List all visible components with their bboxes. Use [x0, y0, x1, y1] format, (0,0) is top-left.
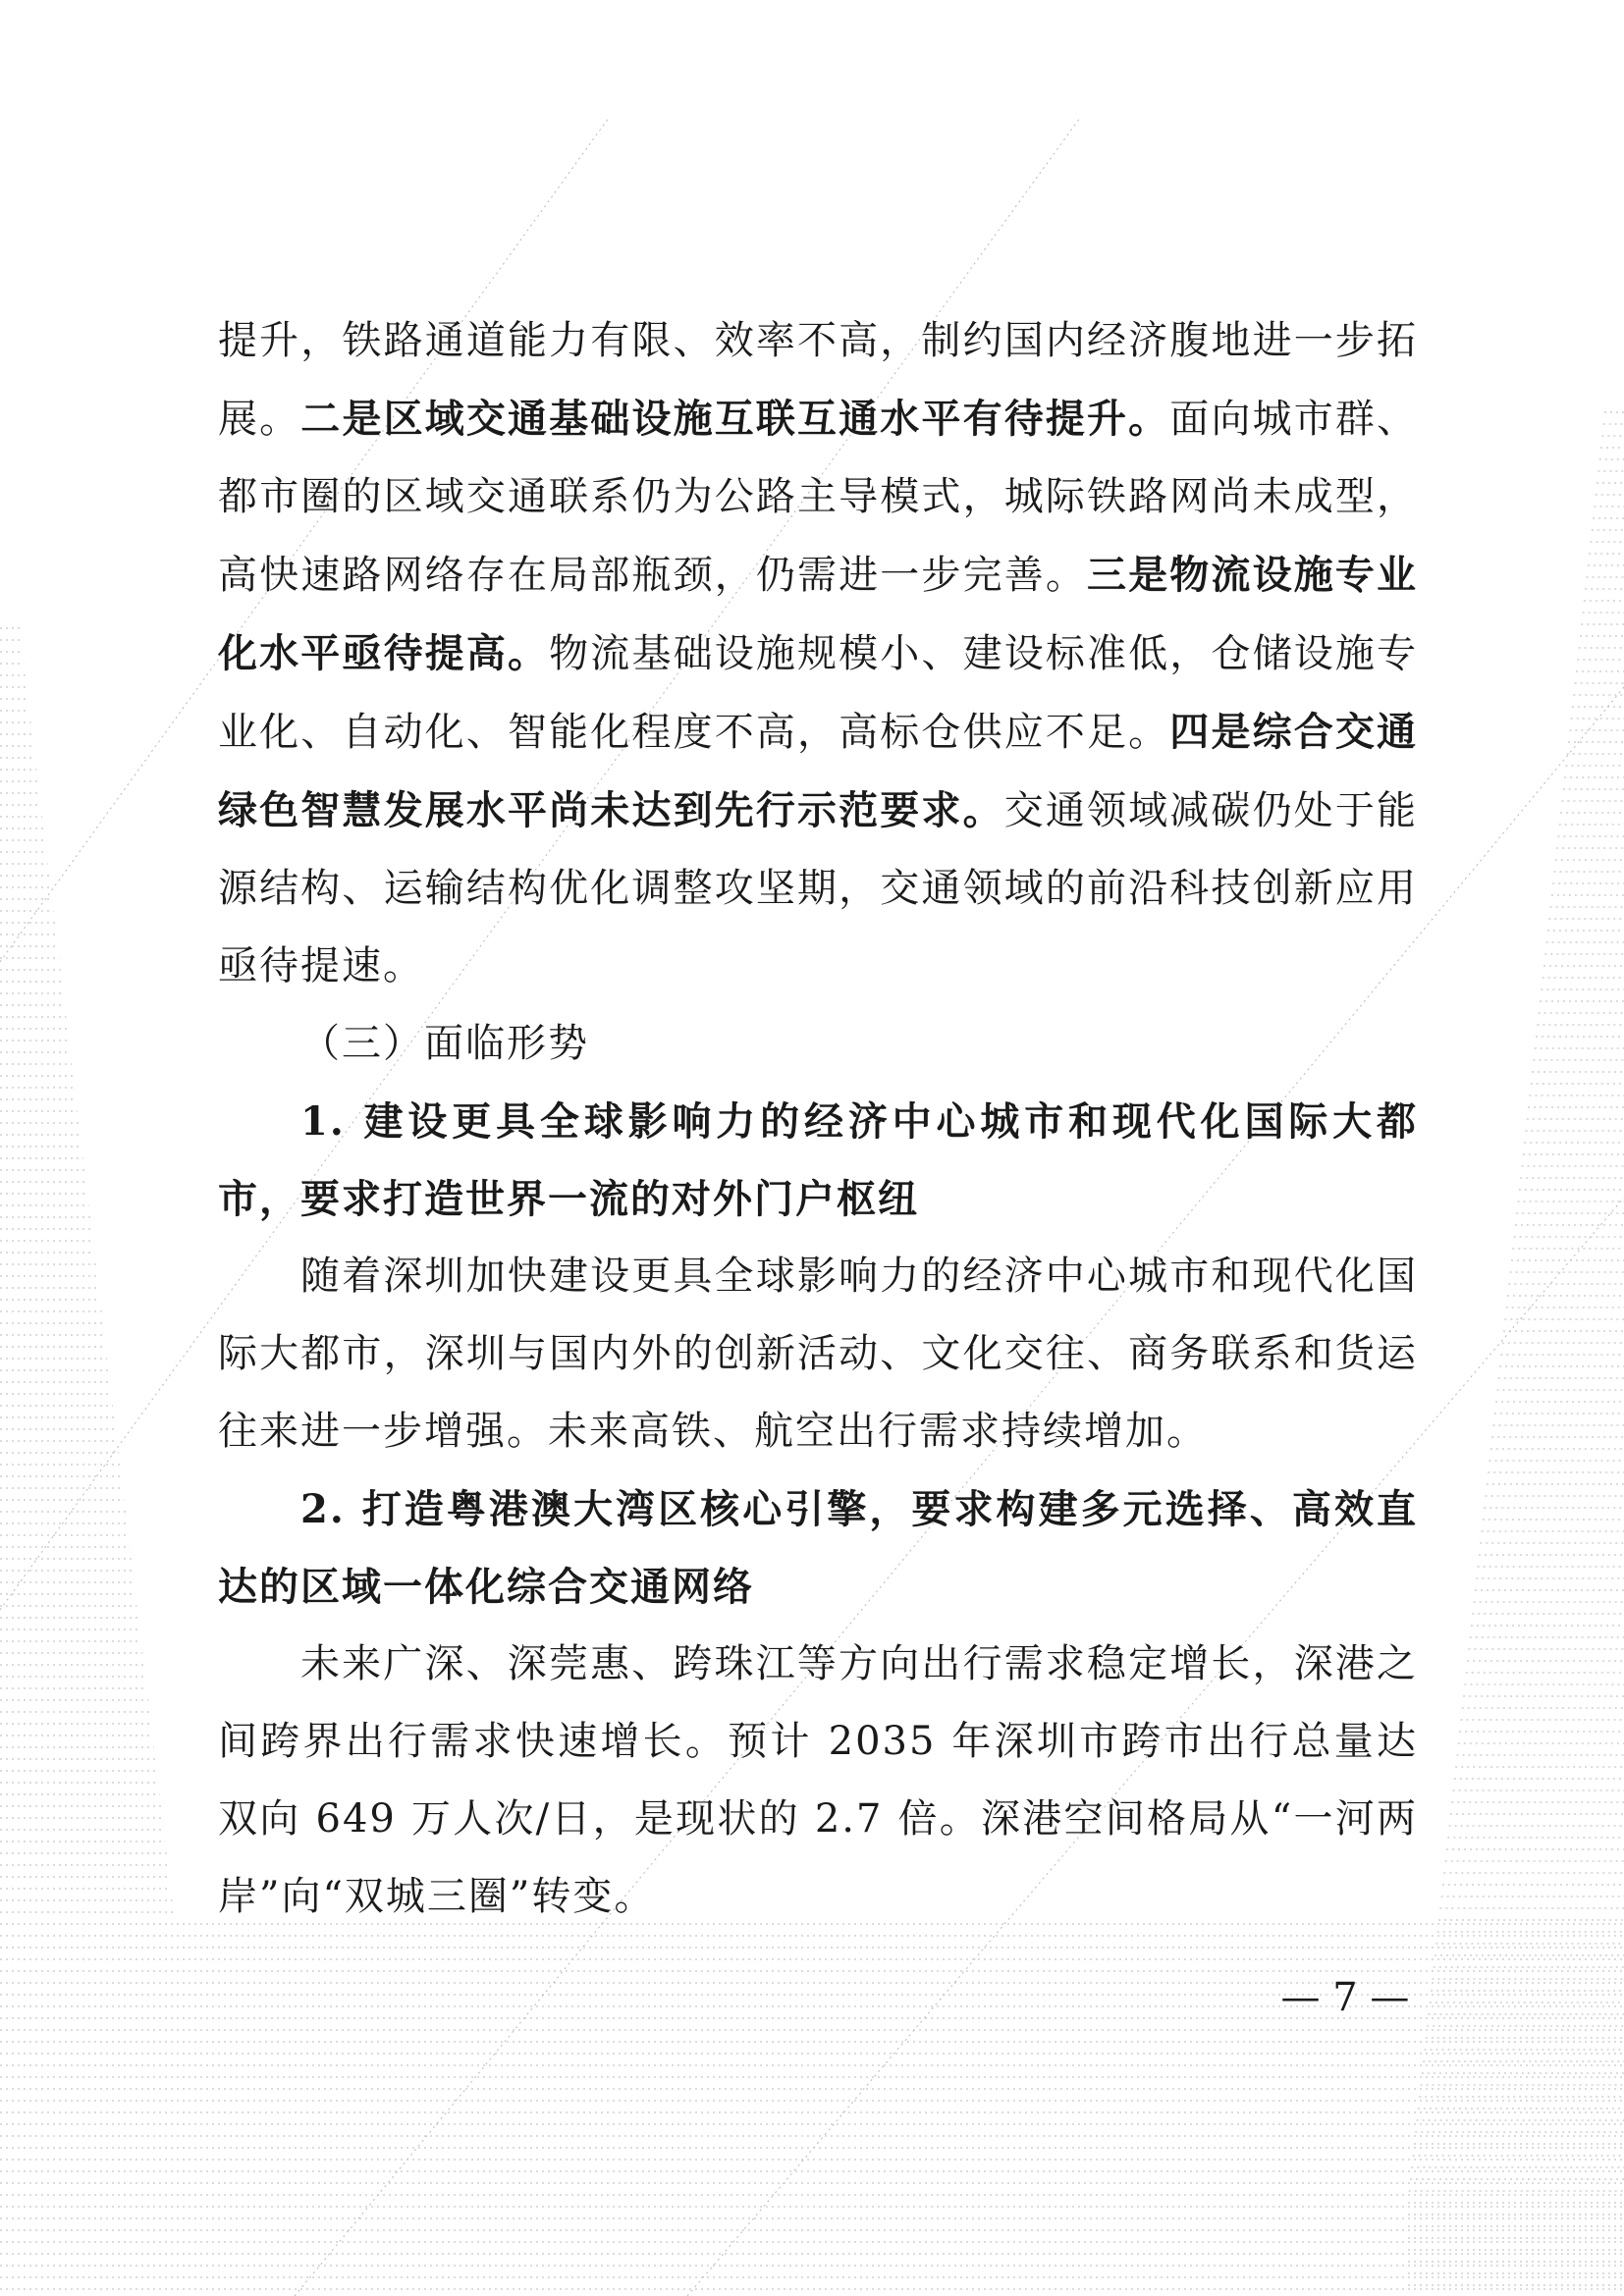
- issues-bold-4: 四是综合交通绿色智慧发展水平尚未达到先行示范要求。: [218, 709, 1419, 833]
- item-1-body: 随着深圳加快建设更具全球影响力的经济中心城市和现代化国际大都市，深圳与国内外的创新活动、文化交往、商务联系和货运往来进一步增强。未来高铁、航空出行需求持续增加。: [218, 1254, 1418, 1454]
- section-title: （三）面临形势: [300, 1021, 589, 1066]
- issues-text-3: 物流基础设施规模小、建设标准低，仓储设施专业化、自动化、智能化程度不高，高标仓供应不足。: [218, 631, 1419, 755]
- issues-text-2: 面向城市群、都市圈的区域交通联系仍为公路主导模式，城际铁路网尚未成型，高快速路网络存在局部瓶颈，仍需进一步完善。: [218, 397, 1419, 598]
- document-body: [218, 302, 1418, 1936]
- issues-text-4: 交通领域减碳仍处于能源结构、运输结构优化调整攻坚期，交通领域的前沿科技创新应用亟待提速。: [218, 788, 1419, 988]
- issues-bold-3: 三是物流设施专业化水平亟待提高。: [218, 552, 1418, 676]
- paragraph-issues: [218, 302, 1418, 1005]
- issues-text-1: 提升，铁路通道能力有限、效率不高，制约国内经济腹地进一步拓展。: [218, 318, 1418, 442]
- item-2-body: 未来广深、深莞惠、跨珠江等方向出行需求稳定增长，深港之间跨界出行需求快速增长。预计 2035 年深圳市跨市出行总量达双向 649 万人次/日，是现状的 2.7 倍。深港空间格局从“一河两岸”向“双城三圈”转变。: [218, 1641, 1418, 1919]
- item-1-heading: 1. 建设更具全球影响力的经济中心城市和现代化国际大都市，要求打造世界一流的对外门户枢纽: [218, 1098, 1418, 1222]
- item-2-heading: 2. 打造粤港澳大湾区核心引擎，要求构建多元选择、高效直达的区域一体化综合交通网络: [218, 1486, 1418, 1610]
- page-number: — 7 —: [1280, 1975, 1410, 2020]
- issues-bold-2: 二是区域交通基础设施互联互通水平有待提升。: [300, 396, 1170, 442]
